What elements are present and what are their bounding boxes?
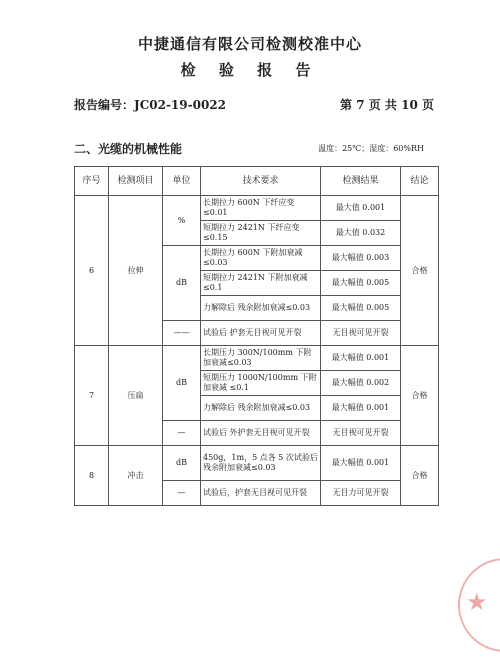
report-number (74, 96, 226, 113)
report-number-label: 报告编号： (74, 98, 135, 112)
unit-cell: dB (163, 346, 201, 421)
requirement-cell: 短期拉力 2421N 下附加衰减 ≤0.1 (201, 271, 321, 296)
requirement-cell: 长期拉力 600N 下纤应变≤0.01 (201, 196, 321, 221)
unit-cell: % (163, 196, 201, 246)
requirement-cell: 短期拉力 2421N 下纤应变≤0.15 (201, 221, 321, 246)
result-cell: 最大幅值 0.005 (321, 296, 401, 321)
requirement-cell: 试验后，护套无目视可见开裂 (201, 481, 321, 506)
document-title: 检 验 报 告 (180, 61, 320, 79)
unit-cell: —— (163, 321, 201, 346)
report-info-line (74, 96, 434, 113)
requirement-cell: 长期压力 300N/100mm 下附加衰减≤0.03 (201, 346, 321, 371)
result-cell: 最大值 0.032 (321, 221, 401, 246)
requirement-cell: 短期压力 1000N/100mm 下附加衰减 ≤0.1 (201, 371, 321, 396)
seal-star-icon: ★ (466, 588, 488, 616)
result-cell: 最大幅值 0.003 (321, 246, 401, 271)
seq-cell: 8 (75, 446, 109, 506)
header-result: 检测结果 (321, 167, 401, 196)
section-title: 二、光缆的机械性能 (74, 142, 183, 156)
item-cell: 拉伸 (109, 196, 163, 346)
table-row (75, 196, 439, 221)
item-cell: 冲击 (109, 446, 163, 506)
requirement-cell: 试验后 护套无目视可见开裂 (201, 321, 321, 346)
result-cell: 最大幅值 0.002 (321, 371, 401, 396)
unit-cell: — (163, 481, 201, 506)
table-row (75, 446, 439, 481)
header-requirement: 技术要求 (201, 167, 321, 196)
seq-cell: 6 (75, 196, 109, 346)
result-cell: 无目视可见开裂 (321, 321, 401, 346)
unit-cell: dB (163, 246, 201, 321)
result-cell: 最大幅值 0.001 (321, 446, 401, 481)
result-cell: 无目视可见开裂 (321, 421, 401, 446)
conclusion-cell: 合格 (401, 196, 439, 346)
page-info: 第 7 页 共 10 页 (340, 98, 434, 112)
org-title: 中捷通信有限公司检测校准中心 (137, 35, 362, 53)
header-conclusion: 结论 (401, 167, 439, 196)
table-row (75, 346, 439, 371)
result-cell: 无目力可见开裂 (321, 481, 401, 506)
mechanical-performance-table (74, 166, 439, 506)
environment-conditions: 温度：25℃；湿度：60%RH (318, 144, 424, 153)
requirement-cell: 力解除后 残余附加衰减≤0.03 (201, 396, 321, 421)
conclusion-cell: 合格 (401, 346, 439, 446)
requirement-cell: 长期拉力 600N 下附加衰减≤0.03 (201, 246, 321, 271)
unit-cell: dB (163, 446, 201, 481)
item-cell: 压扁 (109, 346, 163, 446)
result-cell: 最大幅值 0.001 (321, 396, 401, 421)
seq-cell: 7 (75, 346, 109, 446)
unit-cell: — (163, 421, 201, 446)
header-seq: 序号 (75, 167, 109, 196)
header-item: 检测项目 (109, 167, 163, 196)
header-unit: 单位 (163, 167, 201, 196)
report-number-value: JC02-19-0022 (134, 98, 227, 112)
result-cell: 最大幅值 0.001 (321, 346, 401, 371)
conclusion-cell: 合格 (401, 446, 439, 506)
result-cell: 最大值 0.001 (321, 196, 401, 221)
requirement-cell: 试验后 外护套无目视可见开裂 (201, 421, 321, 446)
requirement-cell: 力解除后 残余附加衰减≤0.03 (201, 296, 321, 321)
result-cell: 最大幅值 0.005 (321, 271, 401, 296)
red-stamp-seal (458, 558, 500, 652)
requirement-cell: 450g，1m，5 点各 5 次试验后 残余附加衰减≤0.03 (201, 446, 321, 481)
table-header-row (75, 167, 439, 196)
